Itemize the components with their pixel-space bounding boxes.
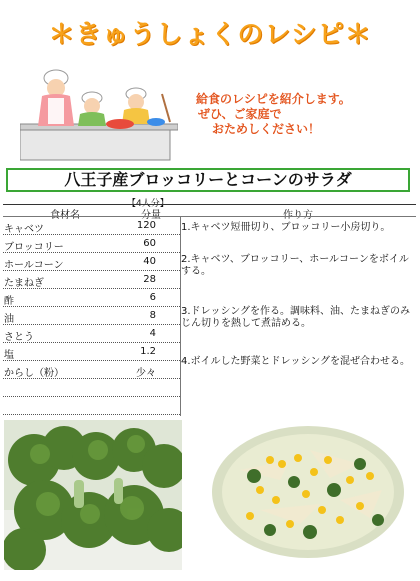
intro-line-3: おためしください！ — [212, 122, 321, 136]
header-divider — [3, 216, 416, 217]
ingredient-row: 塩 1.2 — [3, 344, 180, 361]
method-column-header: 作り方 — [283, 210, 313, 221]
ingredient-row: 油 8 — [3, 308, 180, 325]
salad-photo — [210, 420, 406, 560]
ingredient-row: たまねぎ 28 — [3, 272, 180, 289]
recipe-table-top-rule — [3, 204, 416, 205]
ingredient-column-header: 食材名 — [50, 210, 80, 221]
broccoli-photo — [4, 420, 182, 570]
ingredient-row: からし（粉） 少々 — [3, 362, 180, 379]
intro-line-2: ぜひ、ご家庭で — [198, 107, 282, 121]
method-step: 1.キャベツ短冊切り、ブロッコリー小房切り。 — [181, 222, 391, 233]
ingredient-row: さとう 4 — [3, 326, 180, 343]
method-step: 2.キャベツ、ブロッコリー、ホールコーンをボイルする。 — [181, 254, 409, 277]
method-step: 4.ボイルした野菜とドレッシングを混ぜ合わせる。 — [181, 356, 410, 367]
ingredient-row: キャベツ 120 — [3, 218, 180, 235]
ingredient-row-empty — [3, 380, 180, 397]
intro-line-1: 給食のレシピを紹介します。 — [196, 92, 351, 106]
amount-column-header: 分量 — [141, 210, 161, 221]
dish-name: 八王子産ブロッコリーとコーンのサラダ — [6, 168, 410, 192]
method-step: 3.ドレッシングを作る。調味料、油、たまねぎのみじん切りを熱して煮詰める。 — [181, 306, 410, 329]
ingredient-row: ブロッコリー 60 — [3, 236, 180, 253]
page-title: ＊きゅうしょくのレシピ＊ — [48, 20, 372, 50]
kids-cooking-illustration — [20, 64, 178, 162]
ingredient-row-empty — [3, 398, 180, 415]
intro-text — [196, 92, 396, 137]
ingredient-row: ホールコーン 40 — [3, 254, 180, 271]
ingredient-row: 酢 6 — [3, 290, 180, 307]
serving-size: 【4人分】 — [127, 199, 169, 209]
